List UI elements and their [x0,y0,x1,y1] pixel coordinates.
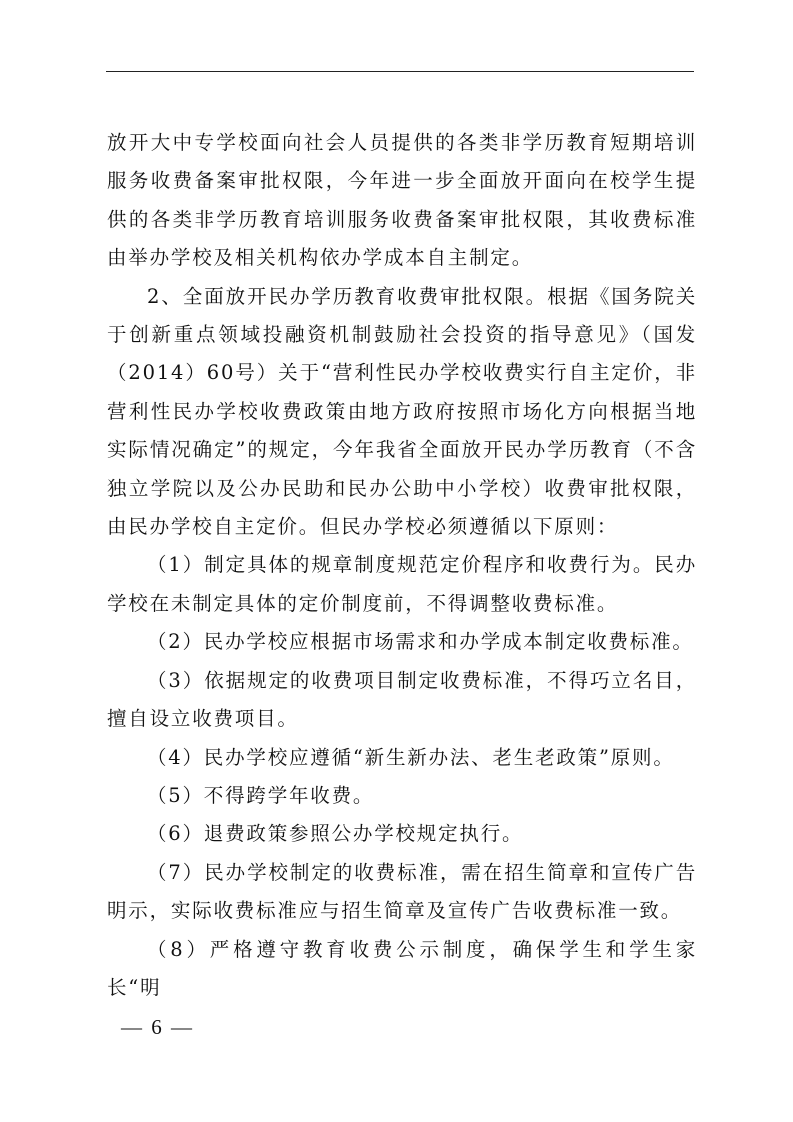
header-rule [106,71,694,72]
principle-5: （5）不得跨学年收费。 [147,783,375,807]
principle-2: （2）民办学校应根据市场需求和办学成本制定收费标准。 [147,630,694,654]
principle-3: （3）依据规定的收费项目制定收费标准，不得巧立名目，擅自设立收费项目。 [107,668,697,731]
principle-1: （1）制定具体的规章制度规范定价程序和收费行为。民办学校在未制定具体的定价制度前，不得调整收费标准。 [107,553,697,615]
principle-4: （4）民办学校应遵循“新生新办法、老生老政策”原则。 [147,745,675,769]
principle-8: （8）严格遵守教育收费公示制度，确保学生和学生家长“明 [107,937,697,999]
paragraph-1: 放开大中专学校面向社会人员提供的各类非学历教育短期培训服务收费备案审批权限，今年进一步全面放开面向在校学生提供的各类非学历教育培训服务收费备案审批权限，其收费标准由举办学校及相关机构依办学成本自主制定。 [107,131,697,270]
page-number: — 6 — [121,1015,194,1039]
paragraph-2: 2、全面放开民办学历教育收费审批权限。根据《国务院关于创新重点领域投融资机制鼓励社会投资的指导意见》（国发（2014）60号）关于“营利性民办学校收费实行自主定价，非营利性民办学校收费政策由地方政府按照市场化方向根据当地实际情况确定”的规定，今年我省全面放开民办学历教育（不含独立学院以及公办民助和民办公助中小学校）收费审批权限，由民办学校自主定价。但民办学校必须遵循以下原则： [107,284,697,539]
document-body [107,124,697,1007]
principle-7: （7）民办学校制定的收费标准，需在招生简章和宣传广告明示，实际收费标准应与招生简章及宣传广告收费标准一致。 [107,860,697,923]
principle-6: （6）退费政策参照公办学校规定执行。 [147,822,524,846]
